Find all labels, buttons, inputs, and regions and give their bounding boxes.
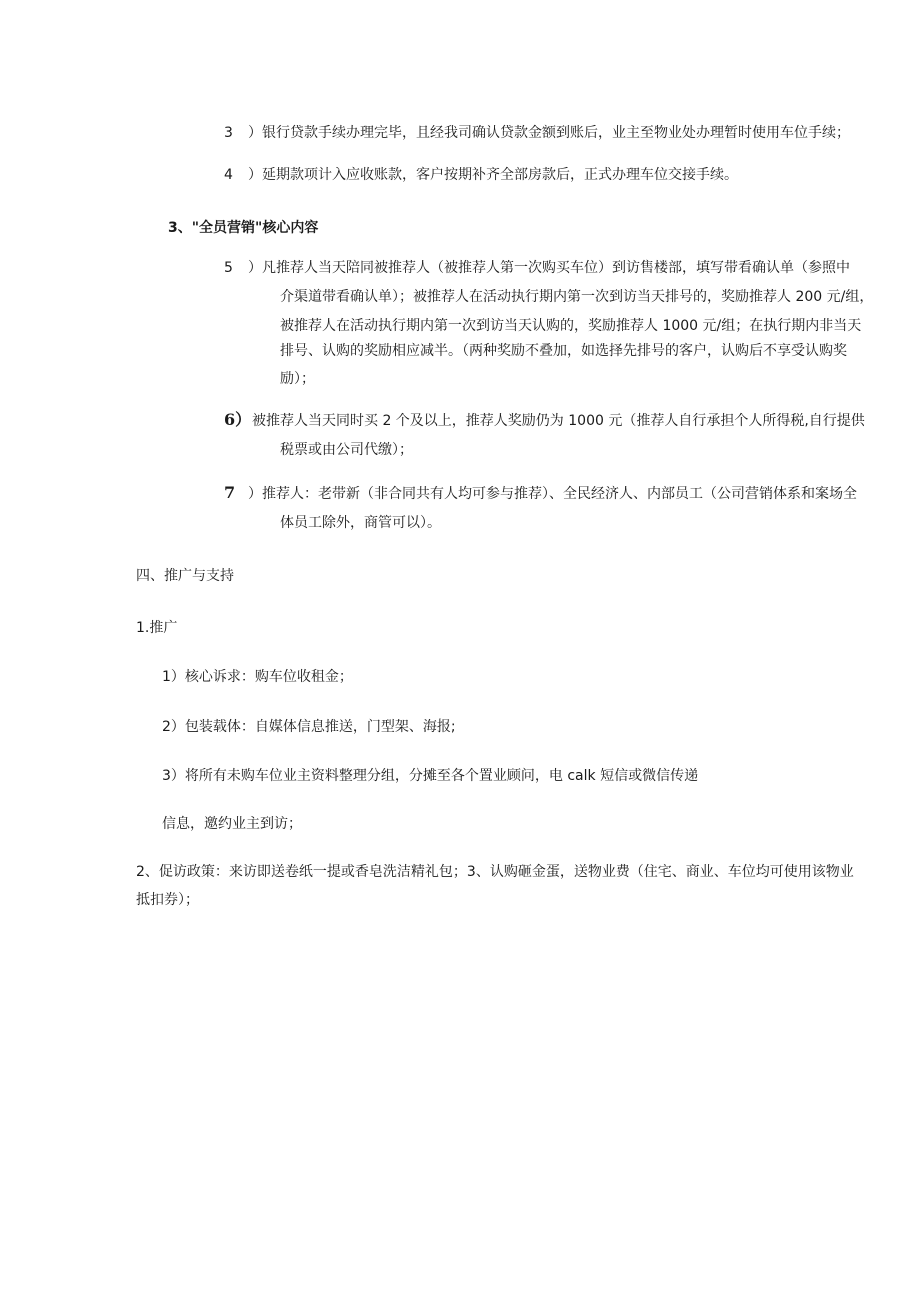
- list-item-line: 税票或由公司代缴）；: [280, 442, 413, 458]
- list-item-number: 7: [224, 483, 236, 502]
- list-item-text: ）延期款项计入应收账款，客户按期补齐全部房款后，正式办理车位交接手续。: [248, 167, 738, 183]
- list-item-line: ）推荐人：老带新（非合同共有人均可参与推荐）、全民经济人、内部员工（公司营销体系和案场全: [248, 486, 857, 502]
- list-item-number: 3: [224, 125, 233, 141]
- list-item-number: 4: [224, 167, 233, 183]
- list-item-line: ）凡推荐人当天陪同被推荐人（被推荐人第一次购买车位）到访售楼部，填写带看确认单（参照中: [248, 260, 850, 276]
- policy-line: 抵扣券）；: [136, 892, 199, 908]
- list-item-line: 被推荐人当天同时买 2 个及以上，推荐人奖励仍为 1000 元（推荐人自行承担个人所得税,自行提供: [252, 413, 865, 429]
- list-item-number: 5: [224, 260, 233, 276]
- list-item-line: 被推荐人在活动执行期内第一次到访当天认购的，奖励推荐人 1000 元/组；在执行期内非当天: [280, 318, 862, 334]
- list-item-number: 6）: [224, 410, 252, 429]
- list-item-text: ）银行贷款手续办理完毕，且经我司确认贷款金额到账后，业主至物业处办理暂时使用车位手续；: [248, 125, 850, 141]
- promo-item: 2）包装载体：自媒体信息推送，门型架、海报;: [162, 719, 456, 735]
- subsection-title: 1.推广: [136, 620, 178, 636]
- list-item-line: 介渠道带看确认单）；被推荐人在活动执行期内第一次到访当天排号的，奖励推荐人 200 元/组，: [280, 289, 874, 305]
- promo-item: 3）将所有未购车位业主资料整理分组，分摊至各个置业顾问，电 calk 短信或微信传递: [162, 768, 699, 784]
- policy-line: 2、促访政策：来访即送卷纸一提或香皂洗洁精礼包；3、认购砸金蛋，送物业费（住宅、商业、车位均可使用该物业: [136, 864, 854, 880]
- list-item-line: 排号、认购的奖励相应减半。（两种奖励不叠加，如选择先排号的客户，认购后不享受认购奖: [280, 343, 847, 359]
- list-item-line: 体员工除外，商管可以）。: [280, 515, 441, 531]
- section-title: 四、推广与支持: [136, 568, 234, 584]
- promo-item: 1）核心诉求：购车位收租金；: [162, 669, 353, 685]
- list-item-line: 励）；: [280, 371, 315, 387]
- section-heading: 3、"全员营销"核心内容: [168, 220, 319, 236]
- promo-item-continuation: 信息，邀约业主到访；: [162, 816, 302, 832]
